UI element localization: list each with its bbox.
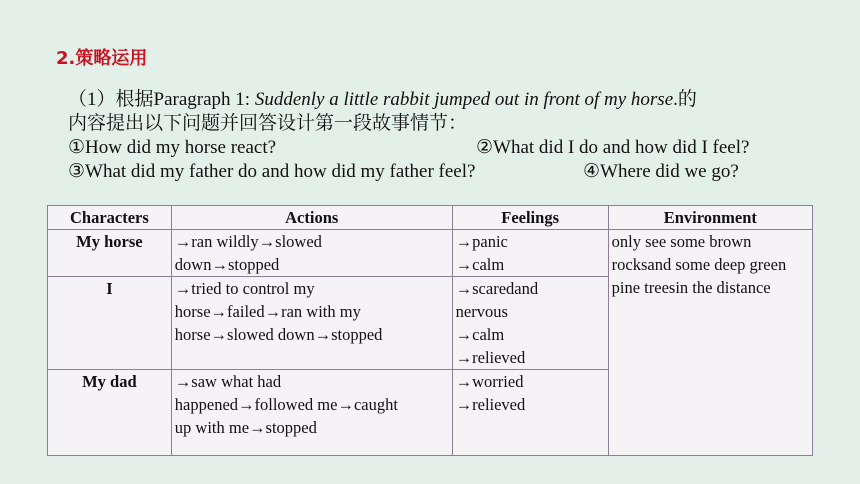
feelings-cell bbox=[452, 370, 608, 456]
action-line: happened→followed me→caught bbox=[174, 395, 398, 414]
section-heading: 2.策略运用 bbox=[56, 48, 148, 69]
question-1: ①How did my horse react? bbox=[68, 137, 277, 158]
action-line: →saw what had bbox=[174, 372, 282, 391]
action-line: →ran wildly→slowed bbox=[174, 232, 322, 251]
question-row-1 bbox=[68, 136, 828, 160]
intro-line-1 bbox=[68, 88, 828, 112]
feeling-line: →worried bbox=[455, 372, 524, 391]
environment-line: rocksand some deep green bbox=[611, 255, 787, 274]
header-environment: Environment bbox=[608, 206, 812, 230]
intro-prefix: （1）根据Paragraph 1: bbox=[68, 89, 255, 110]
header-characters: Characters bbox=[48, 206, 172, 230]
question-row-2 bbox=[68, 160, 828, 184]
question-4: ④Where did we go? bbox=[583, 161, 739, 182]
feeling-line: →panic bbox=[455, 232, 508, 251]
intro-line-2: 内容提出以下问题并回答设计第一段故事情节： bbox=[68, 113, 468, 134]
character-cell: My dad bbox=[48, 370, 172, 456]
intro-text bbox=[68, 88, 828, 184]
feeling-line: →relieved bbox=[455, 395, 526, 414]
action-line: →tried to control my bbox=[174, 279, 315, 298]
question-3: ③What did my father do and how did my father feel? bbox=[68, 161, 476, 182]
actions-cell bbox=[171, 277, 452, 370]
environment-cell bbox=[608, 230, 812, 456]
header-feelings: Feelings bbox=[452, 206, 608, 230]
character-cell: My horse bbox=[48, 230, 172, 277]
feeling-line: →calm bbox=[455, 255, 505, 274]
environment-line: only see some brown bbox=[611, 232, 752, 251]
table-header-row bbox=[48, 206, 813, 230]
table-row bbox=[48, 230, 813, 277]
actions-cell bbox=[171, 370, 452, 456]
action-line: horse→slowed down→stopped bbox=[174, 325, 383, 344]
character-cell: I bbox=[48, 277, 172, 370]
actions-cell bbox=[171, 230, 452, 277]
feelings-cell bbox=[452, 277, 608, 370]
feeling-line: →relieved bbox=[455, 348, 526, 367]
intro-quote: Suddenly a little rabbit jumped out in front of my horse bbox=[254, 89, 674, 110]
environment-line: pine treesin the distance bbox=[611, 278, 771, 297]
action-line: horse→failed→ran with my bbox=[174, 302, 361, 321]
question-2: ②What did I do and how did I feel? bbox=[476, 137, 750, 158]
intro-suffix: .的 bbox=[673, 89, 697, 110]
story-table bbox=[47, 205, 813, 456]
feeling-line: →scaredand bbox=[455, 279, 539, 298]
header-actions: Actions bbox=[171, 206, 452, 230]
action-line: down→stopped bbox=[174, 255, 280, 274]
action-line: up with me→stopped bbox=[174, 418, 317, 437]
feeling-line: →calm bbox=[455, 325, 505, 344]
feeling-line: nervous bbox=[455, 302, 508, 321]
feelings-cell bbox=[452, 230, 608, 277]
